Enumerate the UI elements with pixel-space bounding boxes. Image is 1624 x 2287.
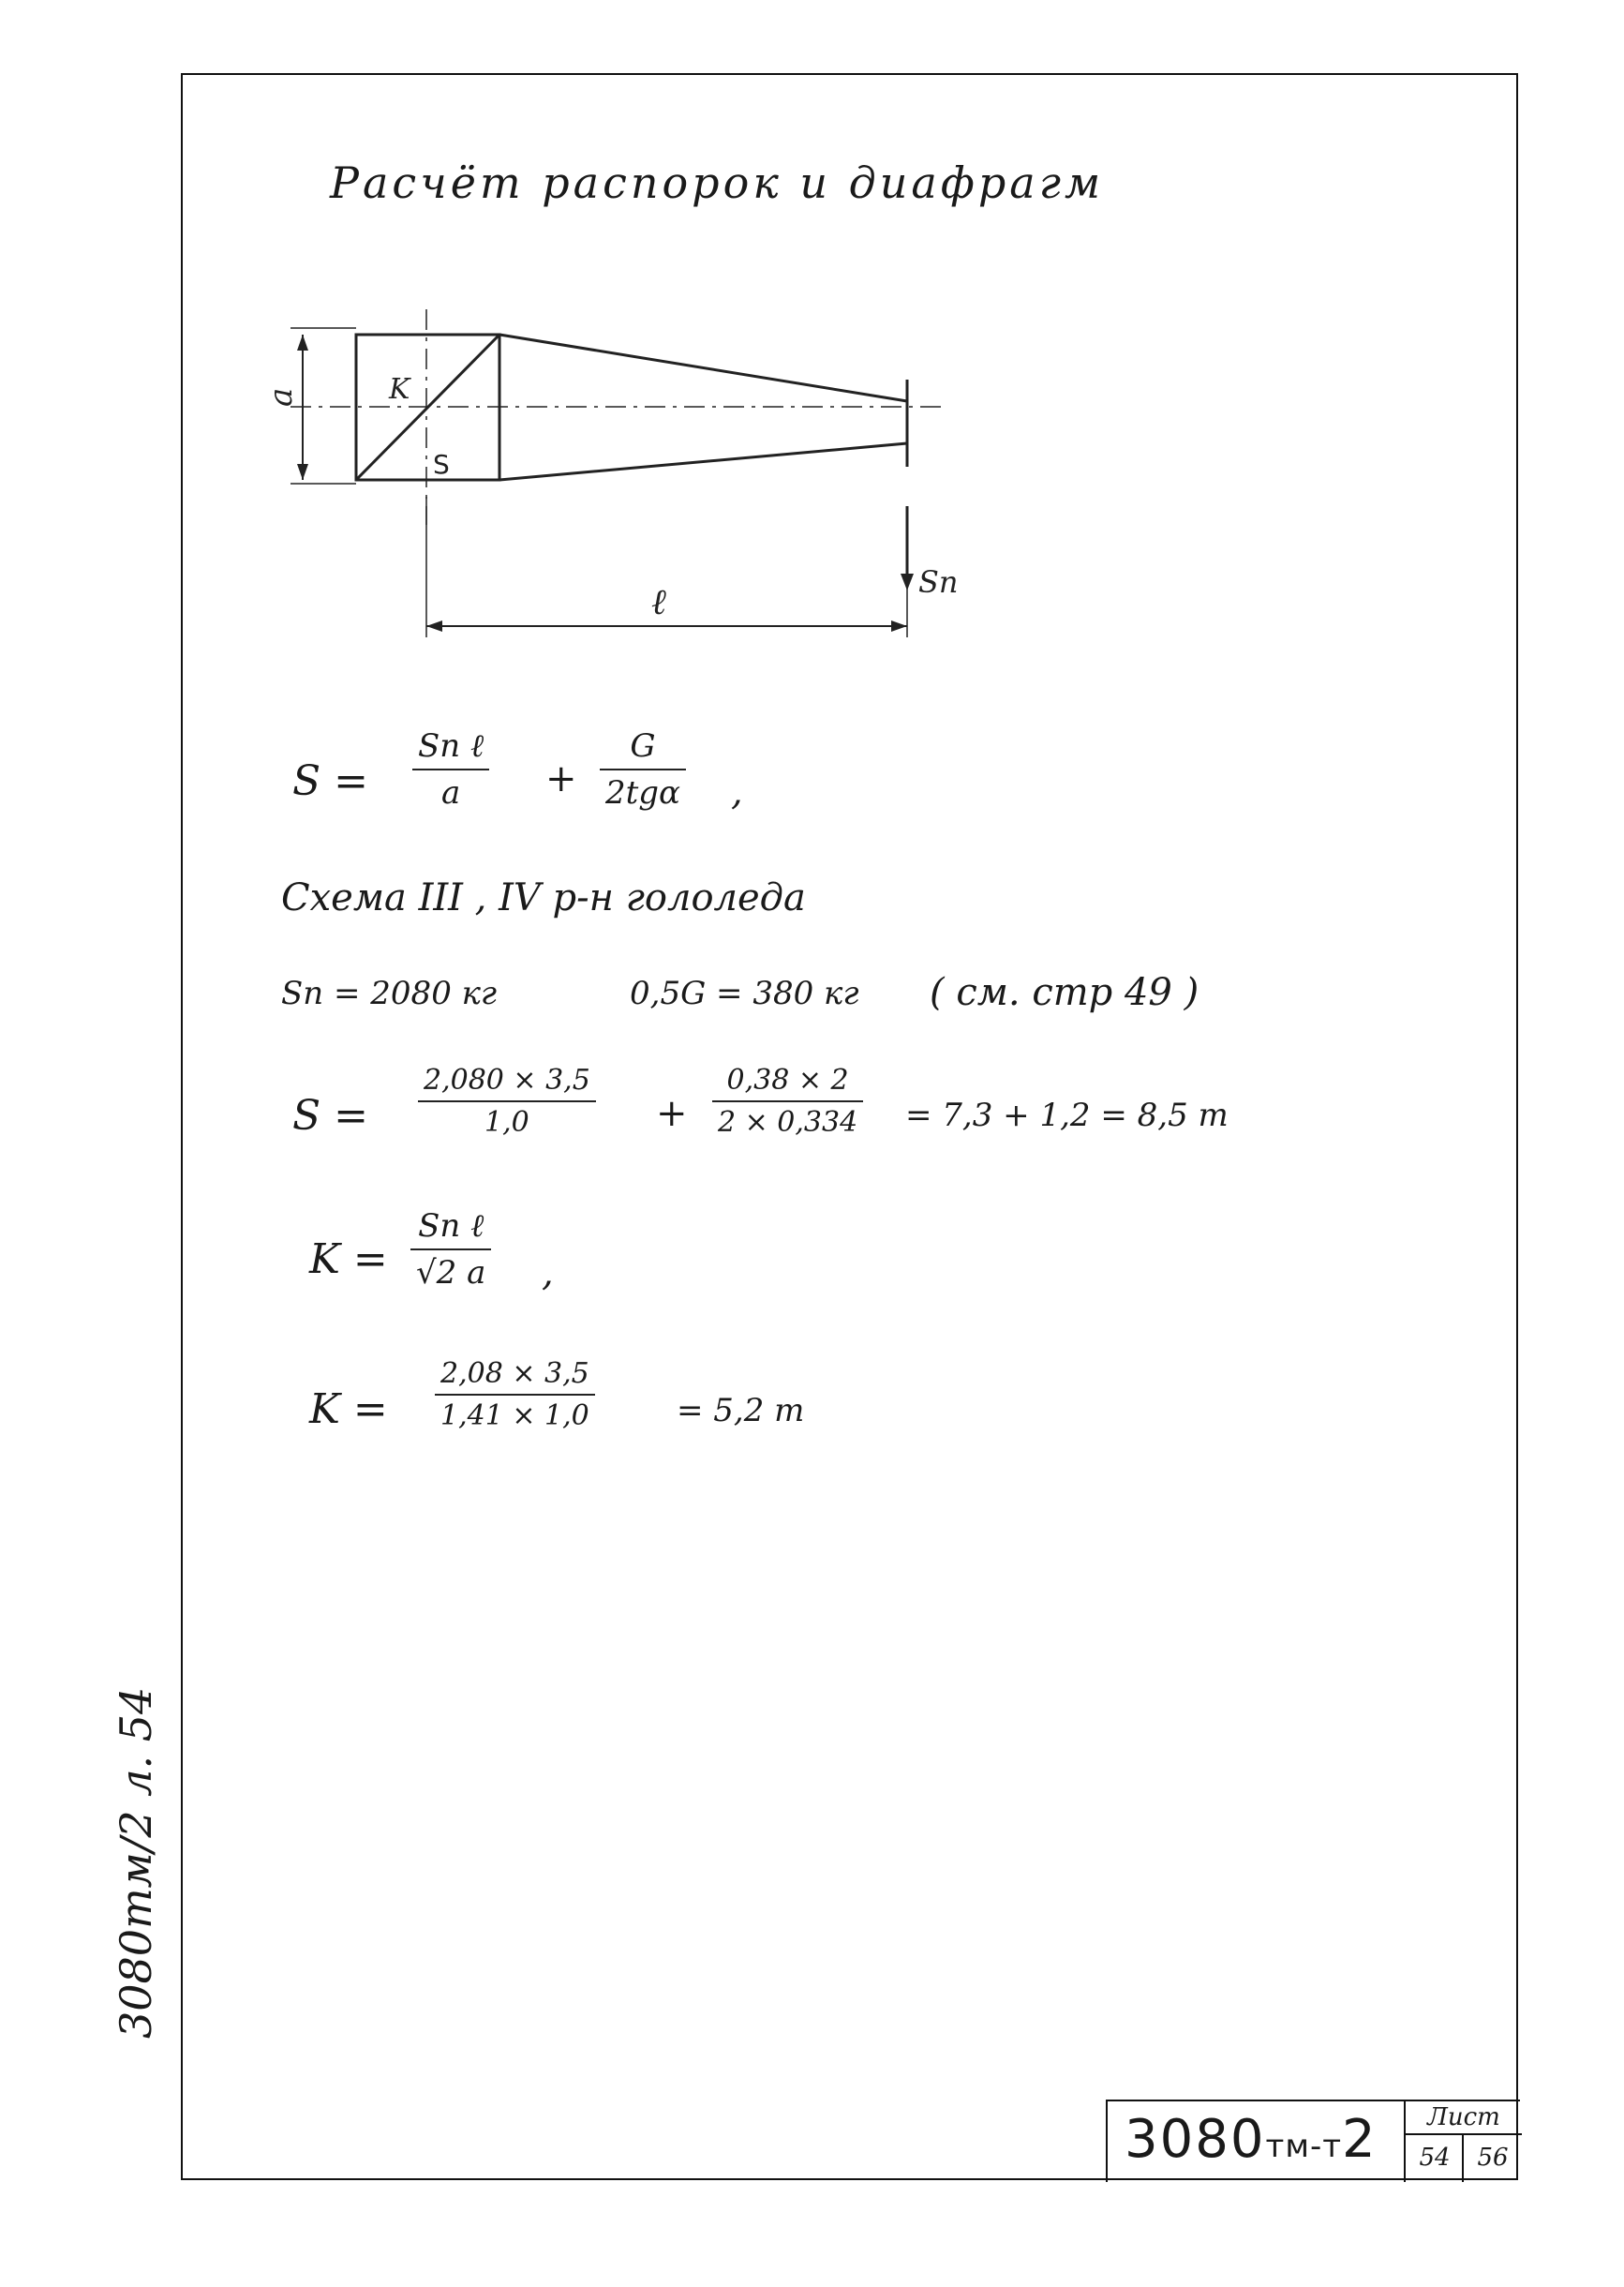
formula2-frac2-den: 2 × 0,334 <box>718 1106 858 1139</box>
formula3-frac-den: √2 a <box>416 1254 486 1292</box>
formula2-frac2-num: 0,38 × 2 <box>712 1064 863 1102</box>
label-s: S <box>433 449 450 480</box>
formula1-lhs: S = <box>292 757 368 805</box>
formula1-frac1-den: a <box>440 774 461 812</box>
label-k: K <box>389 373 410 406</box>
formula3-fraction <box>410 1207 491 1292</box>
formula4-result: = 5,2 т <box>677 1392 805 1429</box>
formula1-frac2-num: G <box>600 727 686 770</box>
formula3-lhs: K = <box>309 1235 388 1283</box>
formula4-frac-den: 1,41 × 1,0 <box>440 1399 589 1432</box>
label-l: ℓ <box>651 581 666 622</box>
formula3-frac-num: Sп ℓ <box>410 1207 491 1250</box>
formula2-frac1-num: 2,080 × 3,5 <box>418 1064 596 1102</box>
archive-number: 3080тм/2 л. 54 <box>111 1686 161 2039</box>
sheet-number: 54 <box>1404 2133 1464 2182</box>
title-block-stamp <box>1106 2100 1520 2182</box>
strut-diagram <box>262 309 975 665</box>
code-main: 3080 <box>1125 2109 1266 2170</box>
code-suffix: тм-т <box>1265 2128 1343 2165</box>
sheet-total: 56 <box>1462 2133 1522 2182</box>
formula2-fraction-1 <box>418 1064 596 1139</box>
load-sn: Sп = 2080 кг <box>281 975 498 1012</box>
formula1-tail: , <box>731 770 743 814</box>
scheme-line: Схема III , IV р-н гололеда <box>281 876 806 919</box>
formula1-frac1-num: Sп ℓ <box>412 727 489 770</box>
upper-chord <box>499 335 907 401</box>
page-title: Расчёт распорок и диафрагм <box>330 157 1105 208</box>
formula2-fraction-2 <box>712 1064 863 1139</box>
formula1-frac2-den: 2tgα <box>605 774 681 812</box>
formula4-frac-num: 2,08 × 3,5 <box>435 1357 595 1396</box>
formula1-fraction-1 <box>412 727 489 812</box>
formula2-result: = 7,3 + 1,2 = 8,5 т <box>905 1097 1229 1134</box>
code-volume: 2 <box>1342 2109 1378 2170</box>
document-code <box>1125 2109 1378 2170</box>
formula4-lhs: K = <box>309 1385 388 1433</box>
lower-chord <box>499 443 907 480</box>
formula4-fraction <box>435 1357 595 1432</box>
formula1-fraction-2 <box>600 727 686 812</box>
formula2-lhs: S = <box>292 1092 368 1140</box>
label-sn: Sп <box>918 564 959 600</box>
formula1-op: + <box>545 757 577 800</box>
formula2-op: + <box>656 1092 688 1135</box>
reference-page: ( см. стр 49 ) <box>930 971 1199 1014</box>
sheet-header: Лист <box>1404 2101 1522 2135</box>
load-g: 0,5G = 380 кг <box>630 975 859 1012</box>
formula3-tail: , <box>542 1251 554 1294</box>
formula2-frac1-den: 1,0 <box>484 1106 529 1139</box>
label-a: a <box>262 387 300 407</box>
